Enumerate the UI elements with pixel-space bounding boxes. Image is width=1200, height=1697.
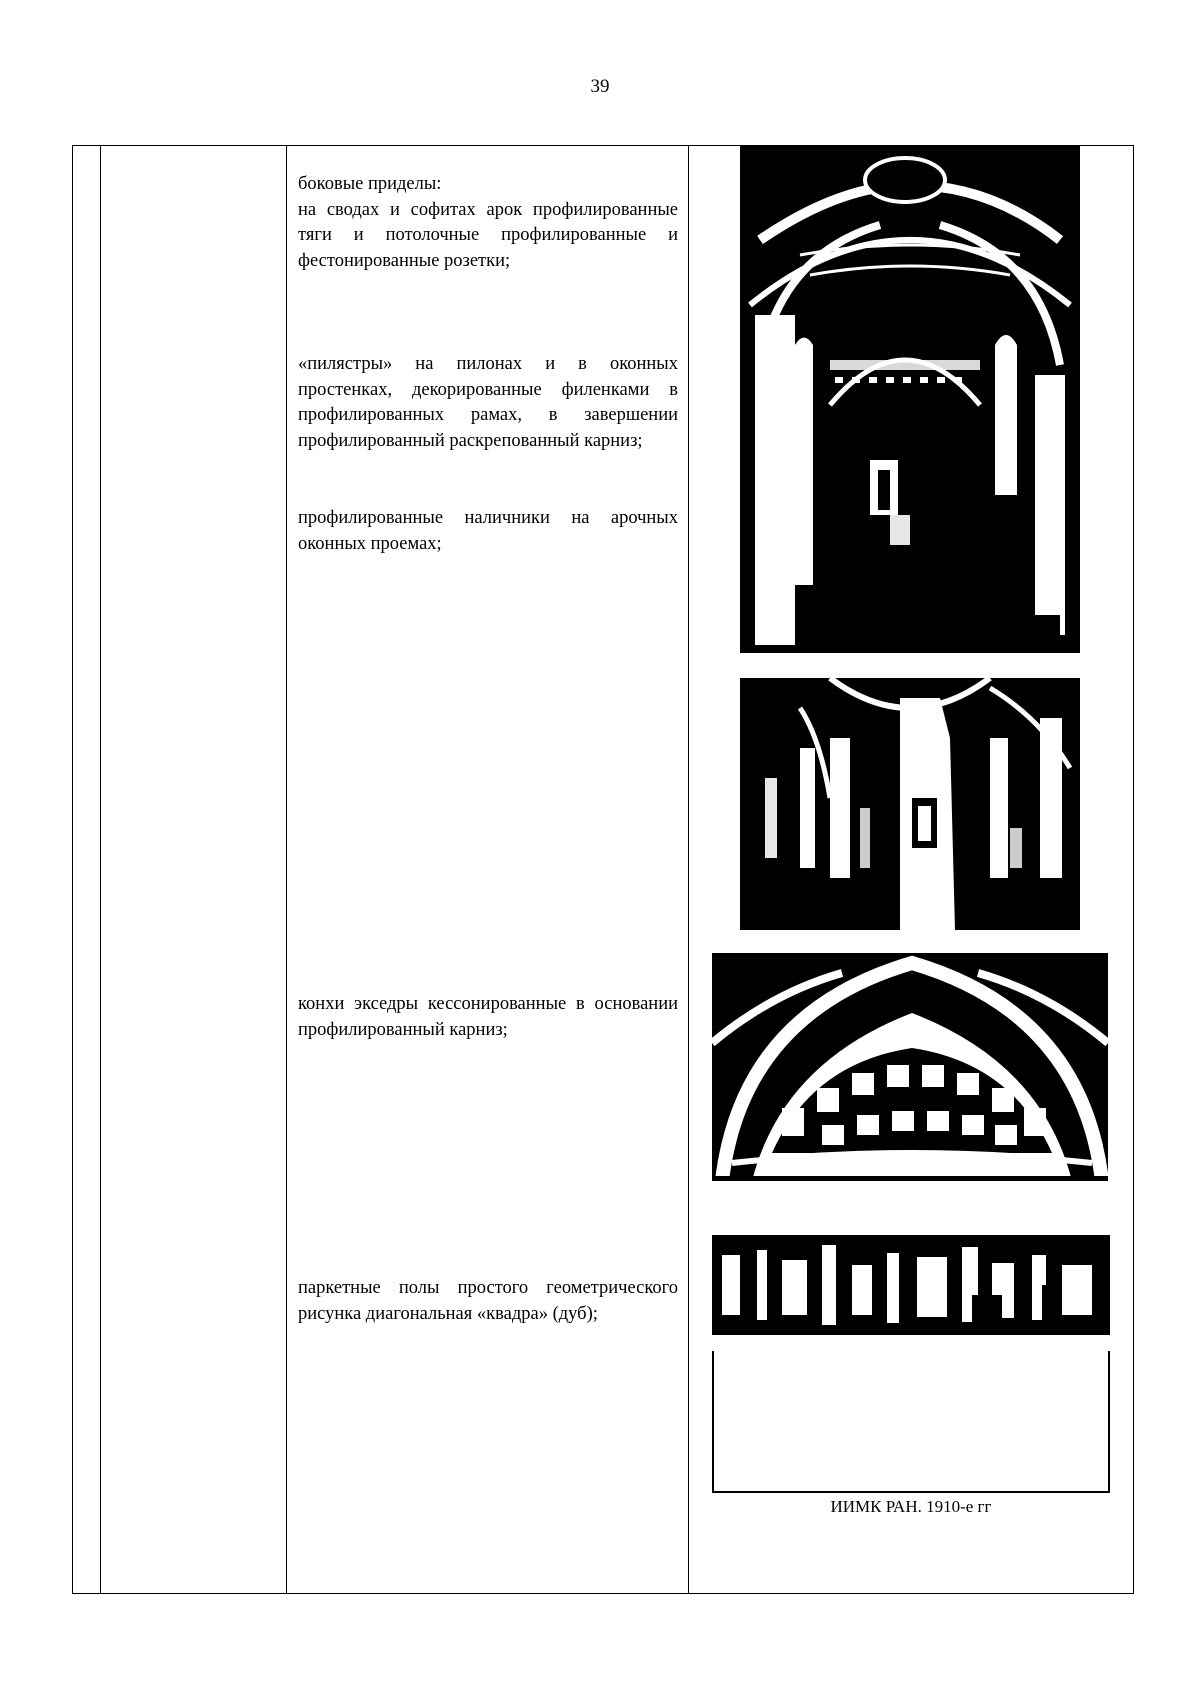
paragraph-text: конхи экседры кессонированные в основании профилированный карниз; — [298, 994, 678, 1040]
photo-caption: ИИМК РАН. 1910-е гг — [830, 1497, 992, 1516]
paragraph-pilasters — [298, 352, 678, 454]
coffered-conch-photo — [712, 953, 1108, 1181]
paragraph-window-frames — [298, 506, 678, 557]
paragraph-side-chapels — [298, 172, 678, 274]
interior-pillars-photo — [740, 678, 1080, 930]
table-column-divider-3 — [688, 145, 689, 1594]
paragraph-conch — [298, 992, 678, 1043]
paragraph-parquet — [298, 1276, 678, 1327]
paragraph-text: профилированные наличники на арочных оконных проемах; — [298, 508, 678, 554]
paragraph-text: паркетные полы простого геометрического рисунка диагональная «квадра» (дуб); — [298, 1278, 678, 1324]
page-number: 39 — [590, 76, 610, 97]
interior-vaulted-nave-photo — [740, 145, 1080, 653]
paragraph-text: на сводах и софитах арок профилированные тяги и потолочные профилированные и фестонированные розетки; — [298, 199, 678, 271]
paragraph-text: боковые приделы: — [298, 174, 442, 194]
table-column-divider-2 — [286, 145, 287, 1594]
paragraph-text: «пилястры» на пилонах и в оконных простенках, декорированные филенками в профилированных рамах, в завершении профилированный раскрепованный карниз; — [298, 354, 678, 451]
table-column-divider-1 — [100, 145, 101, 1594]
parquet-floor-photo — [712, 1235, 1110, 1493]
